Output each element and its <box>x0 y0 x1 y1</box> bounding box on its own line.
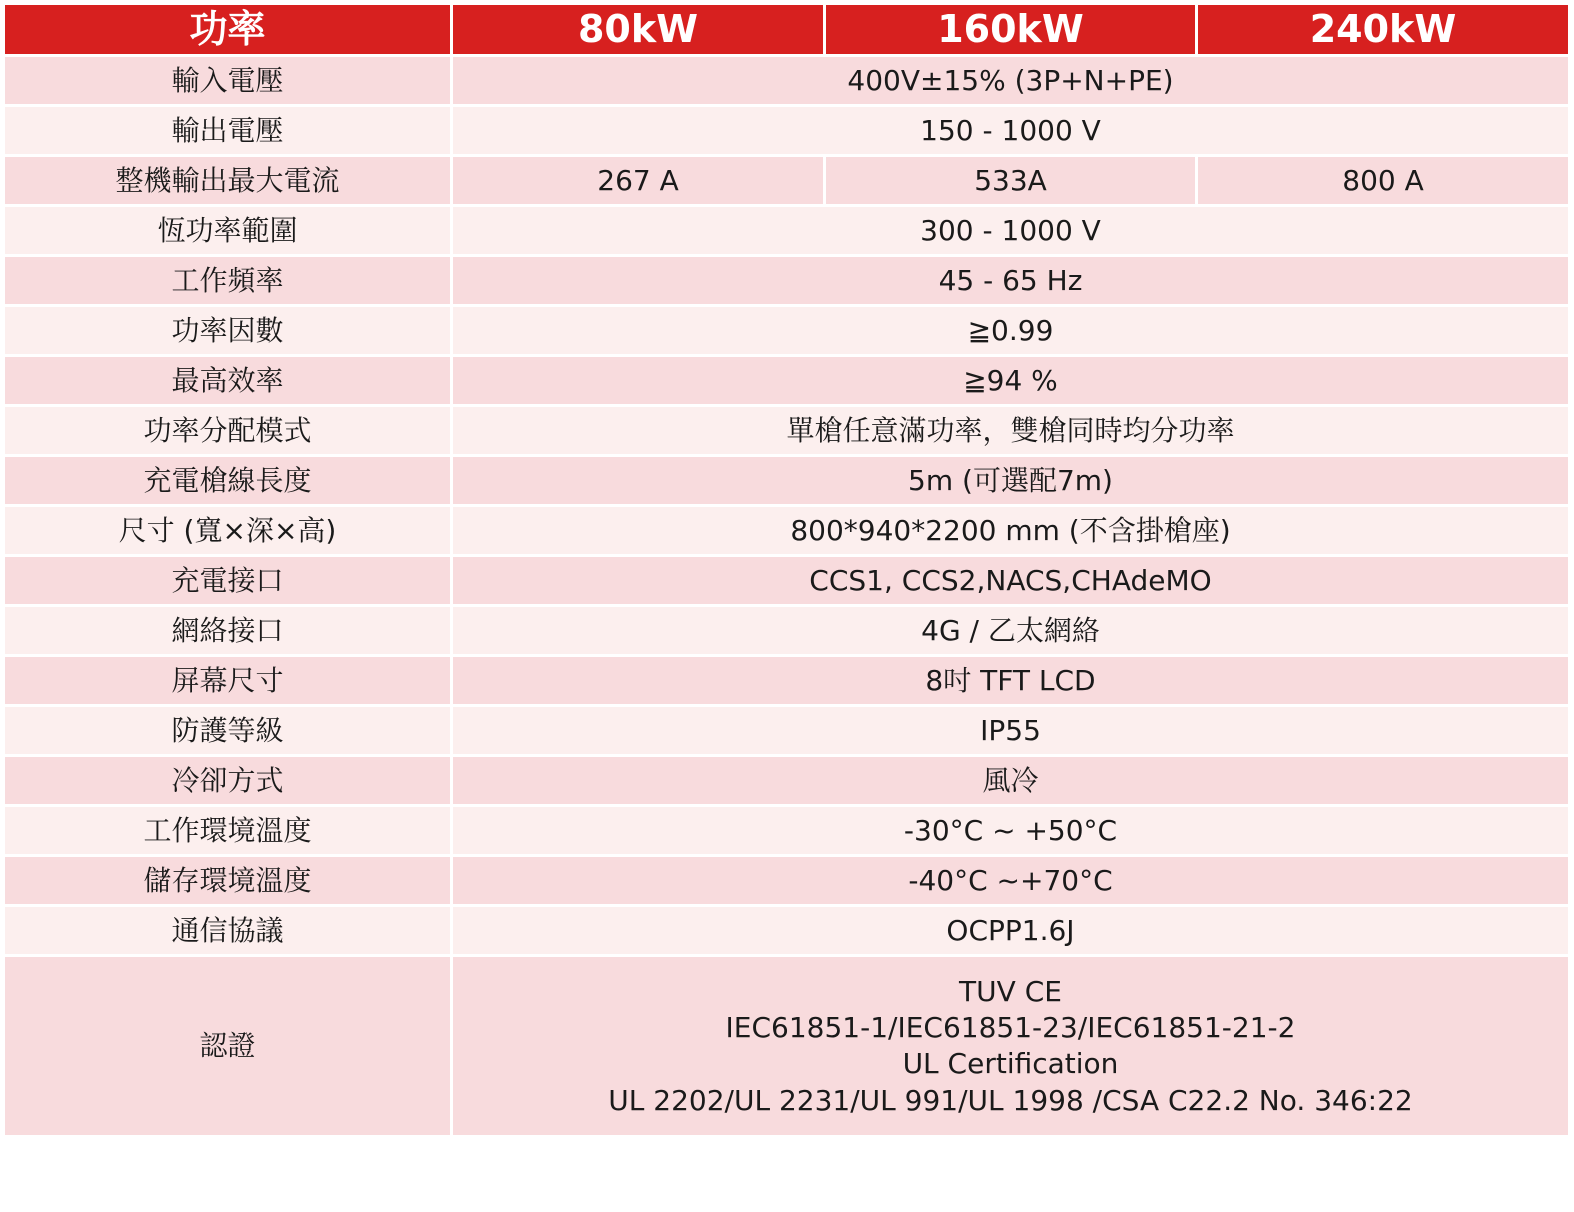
spec-table <box>2 2 1571 1138</box>
table-row <box>4 806 1570 856</box>
header-label: 功率 <box>4 4 452 56</box>
row-label: 認證 <box>4 956 452 1137</box>
table-header-row <box>4 4 1570 56</box>
table-row <box>4 106 1570 156</box>
row-label: 工作環境溫度 <box>4 806 452 856</box>
cert-line: IEC61851-1/IEC61851-23/IEC61851-21-2 <box>725 1011 1296 1044</box>
row-label: 輸出電壓 <box>4 106 452 156</box>
row-value-160kw: 533A <box>825 156 1197 206</box>
row-label: 恆功率範圍 <box>4 206 452 256</box>
table-row <box>4 956 1570 1137</box>
row-value-240kw: 800 A <box>1197 156 1570 206</box>
header-model-160kw: 160kW <box>825 4 1197 56</box>
cert-line: UL 2202/UL 2231/UL 991/UL 1998 /CSA C22.2 No. 346:22 <box>608 1083 1413 1117</box>
table-row <box>4 156 1570 206</box>
row-label: 工作頻率 <box>4 256 452 306</box>
table-row <box>4 256 1570 306</box>
table-row <box>4 856 1570 906</box>
row-value: CCS1, CCS2,NACS,CHAdeMO <box>452 556 1570 606</box>
table-row <box>4 356 1570 406</box>
table-row <box>4 556 1570 606</box>
row-value: IP55 <box>452 706 1570 756</box>
cert-line: UL Certification <box>902 1047 1119 1081</box>
table-row <box>4 606 1570 656</box>
row-value: 150 - 1000 V <box>452 106 1570 156</box>
row-value: OCPP1.6J <box>452 906 1570 956</box>
row-value: ≧0.99 <box>452 306 1570 356</box>
row-value: 4G / 乙太網絡 <box>452 606 1570 656</box>
table-row <box>4 206 1570 256</box>
row-value: 45 - 65 Hz <box>452 256 1570 306</box>
row-label: 充電槍線長度 <box>4 456 452 506</box>
row-value: 8吋 TFT LCD <box>452 656 1570 706</box>
row-label: 功率因數 <box>4 306 452 356</box>
row-label: 屏幕尺寸 <box>4 656 452 706</box>
row-value: 800*940*2200 mm (不含掛槍座) <box>452 506 1570 556</box>
table-row <box>4 406 1570 456</box>
row-value: 400V±15% (3P+N+PE) <box>452 56 1570 106</box>
row-label: 功率分配模式 <box>4 406 452 456</box>
row-value: 300 - 1000 V <box>452 206 1570 256</box>
row-label: 整機輸出最大電流 <box>4 156 452 206</box>
table-row <box>4 656 1570 706</box>
row-value: 風冷 <box>452 756 1570 806</box>
row-label: 輸入電壓 <box>4 56 452 106</box>
table-row <box>4 56 1570 106</box>
row-value: -30°C ~ +50°C <box>452 806 1570 856</box>
row-label: 冷卻方式 <box>4 756 452 806</box>
header-model-240kw: 240kW <box>1197 4 1570 56</box>
row-value: 5m (可選配7m) <box>452 456 1570 506</box>
row-label: 尺寸 (寬×深×高) <box>4 506 452 556</box>
row-label: 通信協議 <box>4 906 452 956</box>
row-value: 單槍任意滿功率，雙槍同時均分功率 <box>452 406 1570 456</box>
row-label: 防護等級 <box>4 706 452 756</box>
certification-value <box>452 956 1570 1137</box>
table-row <box>4 706 1570 756</box>
row-value: -40°C ~+70°C <box>452 856 1570 906</box>
row-value: ≧94 % <box>452 356 1570 406</box>
row-label: 儲存環境溫度 <box>4 856 452 906</box>
table-row <box>4 306 1570 356</box>
row-label: 充電接口 <box>4 556 452 606</box>
table-row <box>4 756 1570 806</box>
table-row <box>4 456 1570 506</box>
row-value-80kw: 267 A <box>452 156 825 206</box>
row-label: 網絡接口 <box>4 606 452 656</box>
header-model-80kw: 80kW <box>452 4 825 56</box>
cert-line: TUV CE <box>959 974 1062 1008</box>
row-label: 最高效率 <box>4 356 452 406</box>
table-row <box>4 906 1570 956</box>
table-row <box>4 506 1570 556</box>
